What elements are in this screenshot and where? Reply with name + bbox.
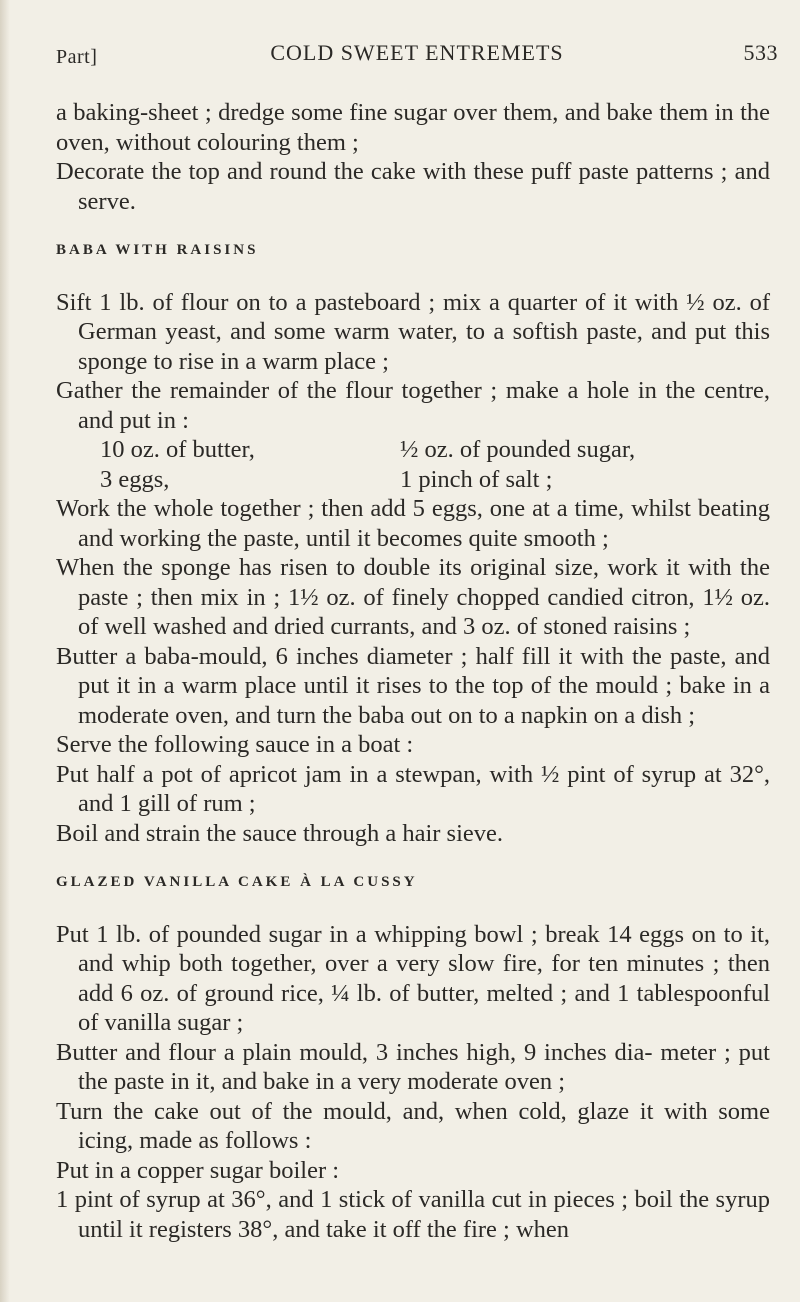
paragraph: 1 pint of syrup at 36°, and 1 stick of vanilla cut in pieces ; boil the syrup until it registers 38°, and take it off the fire ; when bbox=[56, 1186, 770, 1243]
page-spine-shadow bbox=[0, 0, 10, 1302]
ingredient-item: ½ oz. of pounded sugar, bbox=[400, 436, 636, 463]
ingredient-item: 1 pinch of salt ; bbox=[400, 465, 553, 493]
recipe-heading: GLAZED VANILLA CAKE À LA CUSSY bbox=[56, 874, 418, 890]
paragraph: Butter and flour a plain mould, 3 inches high, 9 inches dia- meter ; put the paste in it, and bake in a very moderate oven ; bbox=[56, 1038, 770, 1095]
paragraph: Serve the following sauce in a boat : bbox=[56, 731, 414, 758]
page-number: 533 bbox=[743, 40, 778, 65]
running-head bbox=[56, 40, 778, 80]
paragraph: Put half a pot of apricot jam in a stewpan, with ½ pint of syrup at 32°, and 1 gill of rum ; bbox=[56, 760, 770, 817]
ingredient-item: 3 eggs, bbox=[100, 465, 170, 493]
paragraph: Turn the cake out of the mould, and, when cold, glaze it with some icing, made as follows : bbox=[56, 1097, 770, 1154]
running-title: COLD SWEET ENTREMETS bbox=[270, 40, 564, 65]
paragraph: Decorate the top and round the cake with these puff paste patterns ; and serve. bbox=[56, 158, 770, 215]
paragraph: Work the whole together ; then add 5 eggs, one at a time, whilst beating and working the paste, until it becomes quite smooth ; bbox=[56, 495, 770, 552]
body-text bbox=[56, 98, 770, 1244]
paragraph: Gather the remainder of the flour together ; make a hole in the centre, and put in : bbox=[56, 377, 770, 434]
ingredient-list bbox=[56, 435, 770, 494]
paragraph: Put in a copper sugar boiler : bbox=[56, 1156, 340, 1184]
part-label: Part] bbox=[56, 46, 98, 68]
ingredient-item: 10 oz. of butter, bbox=[100, 436, 255, 463]
paragraph: Put 1 lb. of pounded sugar in a whipping bowl ; break 14 eggs on to it, and whip both together, over a very slow fire, for ten minutes ; then add 6 oz. of ground rice, ¼ lb. of butter, melted ; and 1 tablespoonful of vanilla sugar ; bbox=[56, 920, 770, 1036]
paragraph: Butter a baba-mould, 6 inches diameter ; half fill it with the paste, and put it in a warm place until it rises to the top of the mould ; bake in a moderate oven, and turn the baba out on to a napkin on a dish ; bbox=[56, 642, 770, 729]
recipe-heading: BABA WITH RAISINS bbox=[56, 242, 259, 258]
paragraph: Boil and strain the sauce through a hair sieve. bbox=[56, 819, 503, 847]
paragraph: Sift 1 lb. of flour on to a pasteboard ; mix a quarter of it with ½ oz. of German yeast, and some warm water, to a softish paste, and put this sponge to rise in a warm place ; bbox=[56, 288, 770, 375]
paragraph: a baking-sheet ; dredge some fine sugar over them, and bake them in the oven, without colouring them ; bbox=[56, 99, 770, 156]
paragraph: When the sponge has risen to double its original size, work it with the paste ; then mix in ; 1½ oz. of finely chopped candied citron, 1½ oz. of well washed and dried currants, and 3 oz. of stoned raisins ; bbox=[56, 554, 770, 640]
